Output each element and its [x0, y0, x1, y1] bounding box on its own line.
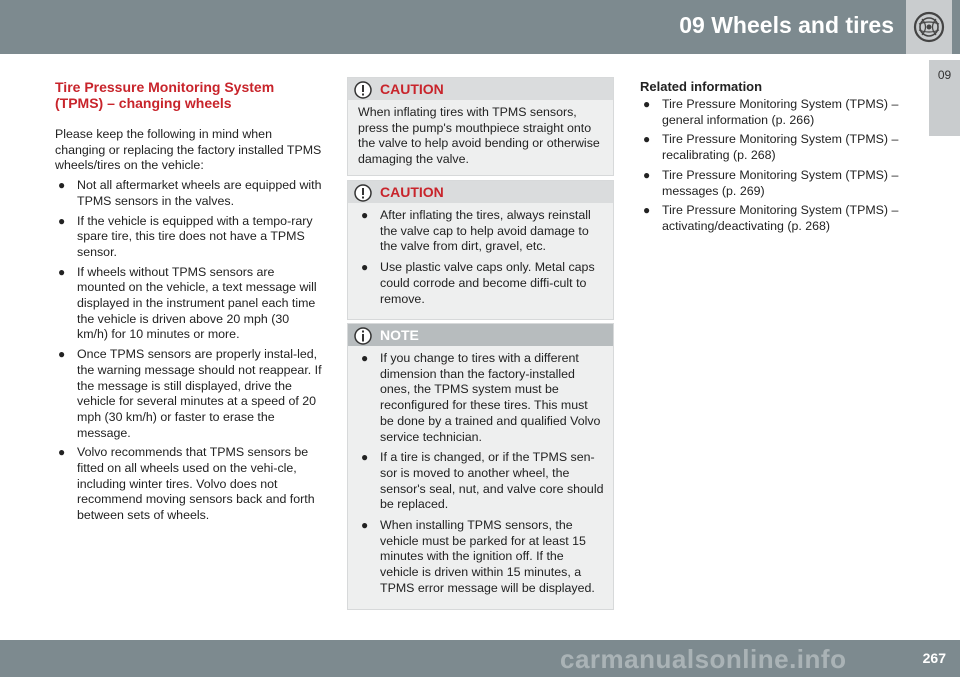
chapter-tab-label: 09: [937, 68, 952, 82]
bullet-icon: ●: [58, 445, 66, 460]
list-item-text: If a tire is changed, or if the TPMS sen-sor is moved to another wheel, the sensor's seal, nut, and valve core should be replaced.: [380, 450, 604, 512]
bullet-icon: ●: [58, 264, 66, 279]
caution-header: [348, 181, 613, 203]
related-link-text[interactable]: Tire Pressure Monitoring System (TPMS) – general information (p. 266): [662, 97, 899, 127]
intro-text: Please keep the following in mind when changing or replacing the factory installed TPMS wheels/tires on the vehicle:: [55, 127, 322, 173]
list-item-text: If you change to tires with a different dimension than the factory-installed ones, the TPMS system must be reconfigured for these tires. This must be done by a trained and qualified Volvo service technician.: [380, 351, 601, 444]
bullet-icon: ●: [643, 97, 651, 111]
note-label: NOTE: [380, 327, 419, 343]
bullet-icon: ●: [643, 132, 651, 147]
caution-box-1: [347, 77, 614, 176]
list-item-text: If the vehicle is equipped with a tempo-rary spare tire, this tire does not have a TPMS sensor.: [77, 213, 313, 259]
related-links: [640, 97, 902, 235]
bullet-icon: ●: [361, 518, 369, 533]
main-bullet-list: [55, 178, 323, 524]
caution-header: [348, 78, 613, 100]
list-item-text: Volvo recommends that TPMS sensors be fitted on all wheels used on the vehi-cle, including winter tires. Volvo does not recommend moving sensors back and forth between sets of wheels.: [77, 445, 315, 523]
caution-label: CAUTION: [380, 184, 444, 200]
bullet-icon: ●: [361, 208, 369, 222]
related-link[interactable]: [640, 168, 902, 199]
caution-box-2: [347, 180, 614, 320]
related-title: Related information: [640, 79, 763, 94]
warning-icon: [354, 184, 372, 202]
related-link[interactable]: [640, 203, 902, 234]
list-item-text: When installing TPMS sensors, the vehicle must be parked for at least 15 minutes with the ignition off. If the vehicle is driven within 15 minutes, a TPMS error message will be displayed.: [380, 518, 595, 595]
list-item: [55, 214, 323, 261]
section-title: Tire Pressure Monitoring System (TPMS) – changing wheels: [55, 79, 275, 111]
caution-bullet-list: [358, 208, 604, 307]
note-bullet-list: [358, 351, 604, 597]
bullet-icon: ●: [58, 213, 66, 228]
page-number: 267: [922, 650, 946, 666]
related-link-text[interactable]: Tire Pressure Monitoring System (TPMS) – recalibrating (p. 268): [662, 132, 899, 163]
list-item: [55, 445, 323, 524]
bullet-icon: ●: [361, 450, 369, 465]
chapter-title: 09 Wheels and tires: [679, 12, 894, 38]
bullet-icon: ●: [58, 178, 66, 193]
bullet-icon: ●: [58, 347, 66, 362]
related-link-text[interactable]: Tire Pressure Monitoring System (TPMS) – activating/deactivating (p. 268): [662, 203, 899, 233]
bullet-icon: ●: [361, 351, 369, 365]
bullet-icon: ●: [361, 260, 369, 275]
page-header: [0, 0, 960, 54]
chapter-icon-box: [906, 0, 952, 54]
related-link[interactable]: [640, 132, 902, 163]
list-item: [55, 178, 323, 209]
main-column: [55, 79, 323, 528]
caution-label: CAUTION: [380, 81, 444, 97]
list-item-text: Not all aftermarket wheels are equipped with TPMS sensors in the valves.: [77, 178, 322, 208]
list-item-text: Once TPMS sensors are properly instal-led, the warning message should not reappear. If the message is still displayed, drive the vehicle for several minutes at a speed of 20 mph (30 km/h) or faster to erase the message.: [77, 347, 322, 440]
list-item: [358, 208, 604, 255]
list-item-text: If wheels without TPMS sensors are mounted on the vehicle, a text message will displayed in the instrument panel each time the vehicle is driven above 20 mph (30 km/h) for 10 minutes or more.: [77, 264, 317, 342]
note-box: [347, 323, 614, 610]
note-header: [348, 324, 613, 346]
wheel-icon: [912, 10, 946, 44]
bullet-icon: ●: [643, 167, 651, 182]
related-link[interactable]: [640, 97, 902, 128]
list-item-text: Use plastic valve caps only. Metal caps could corrode and become diffi-cult to remove.: [380, 260, 595, 306]
bullet-icon: ●: [643, 203, 651, 218]
info-icon: [354, 327, 372, 345]
caution-text: When inflating tires with TPMS sensors, press the pump's mouthpiece straight onto the valve to help avoid bending or otherwise damaging the valve.: [358, 105, 600, 167]
list-item: [55, 265, 323, 344]
list-item-text: After inflating the tires, always reinstall the valve cap to help avoid damage to the valve from dirt, gravel, etc.: [380, 208, 591, 254]
warning-icon: [354, 81, 372, 99]
list-item: [358, 518, 604, 597]
list-item: [358, 260, 604, 307]
list-item: [55, 347, 323, 441]
related-link-text[interactable]: Tire Pressure Monitoring System (TPMS) – messages (p. 269): [662, 167, 899, 198]
related-column: [640, 79, 902, 239]
list-item: [358, 450, 604, 513]
list-item: [358, 351, 604, 445]
chapter-tab[interactable]: [929, 60, 960, 136]
watermark: carmanualsonline.info: [560, 644, 847, 674]
